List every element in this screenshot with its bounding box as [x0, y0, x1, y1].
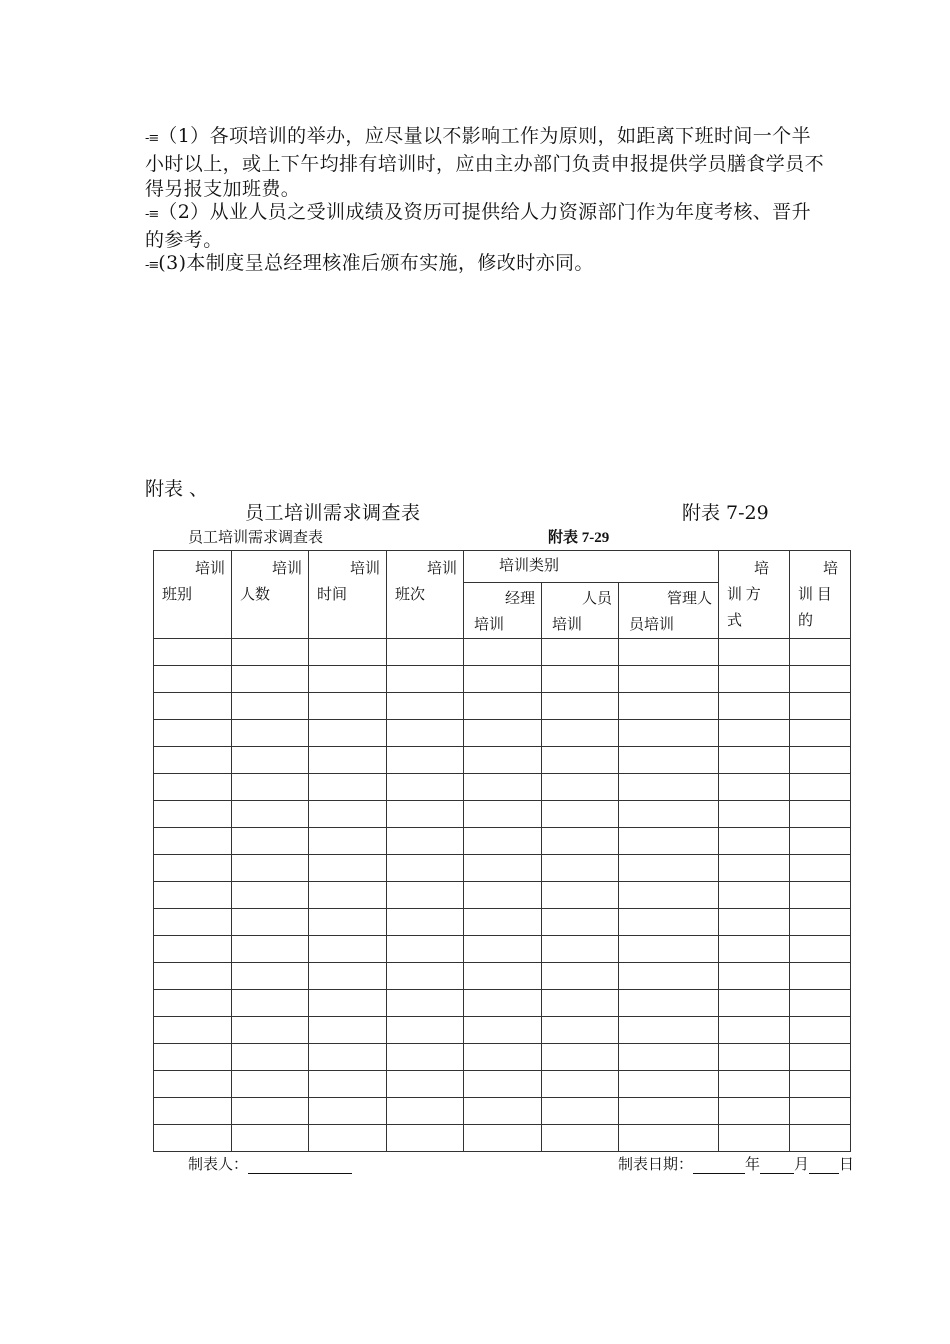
table-cell[interactable] — [154, 855, 232, 882]
table-cell[interactable] — [719, 1017, 790, 1044]
table-cell[interactable] — [232, 963, 309, 990]
table-cell[interactable] — [154, 693, 232, 720]
table-cell[interactable] — [387, 909, 464, 936]
table-cell[interactable] — [387, 828, 464, 855]
table-cell[interactable] — [719, 801, 790, 828]
table-cell[interactable] — [464, 801, 542, 828]
table-cell[interactable] — [542, 1071, 619, 1098]
table-cell[interactable] — [464, 693, 542, 720]
table-cell[interactable] — [387, 666, 464, 693]
table-cell[interactable] — [387, 963, 464, 990]
survey-table — [153, 550, 851, 1152]
table-row — [154, 774, 851, 801]
table-cell[interactable] — [464, 720, 542, 747]
table-cell[interactable] — [542, 828, 619, 855]
table-cell[interactable] — [154, 1017, 232, 1044]
table-cell[interactable] — [464, 1071, 542, 1098]
table-cell[interactable] — [309, 882, 387, 909]
table-cell[interactable] — [790, 720, 851, 747]
table-cell[interactable] — [232, 693, 309, 720]
table-cell[interactable] — [542, 1044, 619, 1071]
day-label: 日 — [839, 1157, 855, 1173]
table-row — [154, 990, 851, 1017]
table-cell[interactable] — [154, 801, 232, 828]
table-row — [154, 909, 851, 936]
table-cell[interactable] — [542, 801, 619, 828]
table-cell[interactable] — [619, 801, 719, 828]
table-cell[interactable] — [619, 1071, 719, 1098]
table-cell[interactable] — [232, 1017, 309, 1044]
table-cell[interactable] — [387, 693, 464, 720]
table-cell[interactable] — [387, 801, 464, 828]
table-cell[interactable] — [387, 747, 464, 774]
table-number: 附表 7-29 — [548, 530, 610, 546]
table-cell[interactable] — [232, 936, 309, 963]
table-cell[interactable] — [619, 855, 719, 882]
table-cell[interactable] — [154, 1071, 232, 1098]
paragraph-1-text: （1）各项培训的举办，应尽量以不影响工作为原则，如距离下班时间一个半小时以上，或上下午均排有培训时，应由主办部门负责申报提供学员膳食学员不得另报支加班费。 — [145, 125, 825, 200]
table-cell[interactable] — [790, 747, 851, 774]
maker-blank[interactable] — [248, 1159, 352, 1174]
table-cell[interactable] — [619, 1044, 719, 1071]
table-cell[interactable] — [309, 990, 387, 1017]
table-cell[interactable] — [790, 828, 851, 855]
table-cell[interactable] — [154, 639, 232, 666]
header-category: 培训类别 — [464, 551, 719, 583]
table-cell[interactable] — [232, 828, 309, 855]
table-cell[interactable] — [719, 1044, 790, 1071]
year-label: 年 — [745, 1157, 761, 1173]
table-row — [154, 936, 851, 963]
table-cell[interactable] — [464, 855, 542, 882]
table-cell[interactable] — [232, 909, 309, 936]
table-cell[interactable] — [232, 774, 309, 801]
table-cell[interactable] — [542, 855, 619, 882]
table-cell[interactable] — [790, 1098, 851, 1125]
table-cell[interactable] — [154, 828, 232, 855]
table-cell[interactable] — [719, 909, 790, 936]
table-cell[interactable] — [387, 855, 464, 882]
table-cell[interactable] — [309, 1044, 387, 1071]
list-marker: -≡ — [145, 258, 159, 273]
table-row — [154, 1125, 851, 1152]
table-cell[interactable] — [542, 909, 619, 936]
table-cell[interactable] — [309, 1098, 387, 1125]
table-cell[interactable] — [387, 1098, 464, 1125]
table-cell[interactable] — [232, 855, 309, 882]
table-cell[interactable] — [719, 855, 790, 882]
table-cell[interactable] — [309, 693, 387, 720]
header-row-1 — [154, 551, 851, 583]
table-title: 员工培训需求调查表 — [188, 530, 324, 546]
appendix-number: 附表 7-29 — [682, 502, 769, 524]
day-blank[interactable] — [809, 1159, 839, 1174]
table-cell[interactable] — [619, 882, 719, 909]
table-cell[interactable] — [464, 990, 542, 1017]
table-cell[interactable] — [790, 1125, 851, 1152]
header-count: 培训 人数 — [232, 551, 309, 639]
table-cell[interactable] — [232, 747, 309, 774]
table-cell[interactable] — [542, 639, 619, 666]
table-cell[interactable] — [790, 963, 851, 990]
table-cell[interactable] — [719, 828, 790, 855]
list-marker: -≡ — [145, 207, 159, 222]
table-cell[interactable] — [790, 1044, 851, 1071]
table-cell[interactable] — [619, 990, 719, 1017]
table-cell[interactable] — [309, 666, 387, 693]
table-cell[interactable] — [790, 774, 851, 801]
table-cell[interactable] — [154, 990, 232, 1017]
table-cell[interactable] — [790, 693, 851, 720]
table-cell[interactable] — [542, 774, 619, 801]
subheader-manager: 经理 培训 — [464, 583, 542, 639]
table-row — [154, 1017, 851, 1044]
table-row — [154, 1044, 851, 1071]
table-cell[interactable] — [619, 666, 719, 693]
table-row — [154, 855, 851, 882]
table-body — [154, 639, 851, 1152]
table-cell[interactable] — [464, 1098, 542, 1125]
table-cell[interactable] — [619, 963, 719, 990]
table-cell[interactable] — [232, 720, 309, 747]
table-cell[interactable] — [619, 1017, 719, 1044]
table-cell[interactable] — [154, 720, 232, 747]
table-cell[interactable] — [309, 1125, 387, 1152]
table-cell[interactable] — [154, 1125, 232, 1152]
table-cell[interactable] — [790, 801, 851, 828]
table-cell[interactable] — [309, 909, 387, 936]
table-cell[interactable] — [542, 882, 619, 909]
year-blank[interactable] — [693, 1159, 745, 1174]
table-cell[interactable] — [619, 1125, 719, 1152]
table-cell[interactable] — [464, 639, 542, 666]
table-cell[interactable] — [542, 963, 619, 990]
table-cell[interactable] — [719, 666, 790, 693]
table-cell[interactable] — [387, 1071, 464, 1098]
footer-maker — [188, 1153, 352, 1174]
table-cell[interactable] — [542, 1017, 619, 1044]
table-cell[interactable] — [790, 882, 851, 909]
table-cell[interactable] — [387, 720, 464, 747]
table-cell[interactable] — [154, 774, 232, 801]
table-cell[interactable] — [719, 1125, 790, 1152]
table-row — [154, 693, 851, 720]
table-cell[interactable] — [464, 666, 542, 693]
paragraph-2-text: （2）从业人员之受训成绩及资历可提供给人力资源部门作为年度考核、晋升的参考。 — [145, 201, 811, 251]
table-cell[interactable] — [790, 936, 851, 963]
table-cell[interactable] — [719, 990, 790, 1017]
month-label: 月 — [794, 1157, 810, 1173]
table-cell[interactable] — [719, 774, 790, 801]
table-cell[interactable] — [719, 936, 790, 963]
table-cell[interactable] — [542, 747, 619, 774]
subheader-management: 管理人 员培训 — [619, 583, 719, 639]
table-cell[interactable] — [387, 639, 464, 666]
table-cell[interactable] — [309, 747, 387, 774]
table-cell[interactable] — [309, 639, 387, 666]
table-cell[interactable] — [387, 774, 464, 801]
table-cell[interactable] — [790, 909, 851, 936]
table-cell[interactable] — [464, 747, 542, 774]
header-session: 培训 班次 — [387, 551, 464, 639]
paragraph-3-text: (3)本制度呈总经理核准后颁布实施，修改时亦同。 — [158, 252, 594, 274]
table-cell[interactable] — [309, 720, 387, 747]
table-row — [154, 882, 851, 909]
header-time: 培训 时间 — [309, 551, 387, 639]
appendix-label: 附表 、 — [145, 478, 209, 500]
table-row — [154, 720, 851, 747]
table-cell[interactable] — [790, 639, 851, 666]
table-cell[interactable] — [154, 1044, 232, 1071]
table-cell[interactable] — [232, 639, 309, 666]
table-cell[interactable] — [309, 828, 387, 855]
table-cell[interactable] — [619, 693, 719, 720]
table-cell[interactable] — [619, 747, 719, 774]
appendix-title: 员工培训需求调查表 — [245, 502, 421, 524]
table-cell[interactable] — [719, 963, 790, 990]
table-cell[interactable] — [464, 936, 542, 963]
table-cell[interactable] — [154, 963, 232, 990]
paragraph-3 — [145, 251, 825, 279]
paragraph-1 — [145, 124, 825, 203]
paragraph-2 — [145, 200, 825, 253]
table-row — [154, 747, 851, 774]
header-method: 培 训 方 式 — [719, 551, 790, 639]
table-cell[interactable] — [232, 990, 309, 1017]
header-class: 培训 班别 — [154, 551, 232, 639]
table-cell[interactable] — [309, 963, 387, 990]
table-cell[interactable] — [719, 882, 790, 909]
table-row — [154, 1071, 851, 1098]
table-cell[interactable] — [542, 990, 619, 1017]
table-cell[interactable] — [232, 1044, 309, 1071]
table-cell[interactable] — [232, 1071, 309, 1098]
table-cell[interactable] — [154, 882, 232, 909]
table-cell[interactable] — [464, 1017, 542, 1044]
table-cell[interactable] — [464, 1125, 542, 1152]
table-cell[interactable] — [719, 747, 790, 774]
table-cell[interactable] — [232, 882, 309, 909]
table-cell[interactable] — [154, 747, 232, 774]
table-cell[interactable] — [542, 666, 619, 693]
table-cell[interactable] — [309, 1017, 387, 1044]
table-row — [154, 639, 851, 666]
table-row — [154, 666, 851, 693]
table-cell[interactable] — [619, 936, 719, 963]
table-cell[interactable] — [619, 639, 719, 666]
table-cell[interactable] — [464, 963, 542, 990]
table-cell[interactable] — [719, 639, 790, 666]
table-row — [154, 801, 851, 828]
table-cell[interactable] — [309, 774, 387, 801]
table-cell[interactable] — [154, 909, 232, 936]
table-cell[interactable] — [719, 1098, 790, 1125]
table-cell[interactable] — [387, 936, 464, 963]
table-cell[interactable] — [619, 774, 719, 801]
table-cell[interactable] — [387, 1044, 464, 1071]
table-cell[interactable] — [790, 1017, 851, 1044]
table-cell[interactable] — [309, 1071, 387, 1098]
table-cell[interactable] — [309, 936, 387, 963]
table-cell[interactable] — [719, 693, 790, 720]
table-cell[interactable] — [790, 855, 851, 882]
table-row — [154, 828, 851, 855]
table-cell[interactable] — [464, 828, 542, 855]
maker-label: 制表人： — [188, 1157, 249, 1173]
table-cell[interactable] — [719, 720, 790, 747]
table-cell[interactable] — [464, 1044, 542, 1071]
table-row — [154, 963, 851, 990]
table-cell[interactable] — [464, 882, 542, 909]
date-label: 制表日期： — [618, 1157, 694, 1173]
table-cell[interactable] — [309, 855, 387, 882]
table-cell[interactable] — [790, 1071, 851, 1098]
table-cell[interactable] — [619, 828, 719, 855]
table-cell[interactable] — [542, 720, 619, 747]
table-row — [154, 1098, 851, 1125]
table-cell[interactable] — [619, 909, 719, 936]
table-cell[interactable] — [387, 1125, 464, 1152]
table-cell[interactable] — [387, 990, 464, 1017]
subheader-staff: 人员 培训 — [542, 583, 619, 639]
table-cell[interactable] — [232, 666, 309, 693]
table-cell[interactable] — [232, 1125, 309, 1152]
table-cell[interactable] — [790, 990, 851, 1017]
table-cell[interactable] — [619, 720, 719, 747]
table-cell[interactable] — [542, 693, 619, 720]
footer-date — [618, 1153, 854, 1174]
table-cell[interactable] — [542, 1098, 619, 1125]
month-blank[interactable] — [760, 1159, 794, 1174]
header-purpose: 培 训 目 的 — [790, 551, 851, 639]
table-cell[interactable] — [542, 1125, 619, 1152]
table-cell[interactable] — [790, 666, 851, 693]
table-cell[interactable] — [232, 801, 309, 828]
table-cell[interactable] — [309, 801, 387, 828]
table-cell[interactable] — [232, 1098, 309, 1125]
table-cell[interactable] — [387, 1017, 464, 1044]
table-cell[interactable] — [154, 666, 232, 693]
table-cell[interactable] — [619, 1098, 719, 1125]
table-cell[interactable] — [542, 936, 619, 963]
list-marker: -≡ — [145, 131, 159, 146]
table-cell[interactable] — [464, 909, 542, 936]
table-cell[interactable] — [154, 1098, 232, 1125]
table-cell[interactable] — [464, 774, 542, 801]
table-cell[interactable] — [719, 1071, 790, 1098]
table-cell[interactable] — [154, 936, 232, 963]
table-cell[interactable] — [387, 882, 464, 909]
